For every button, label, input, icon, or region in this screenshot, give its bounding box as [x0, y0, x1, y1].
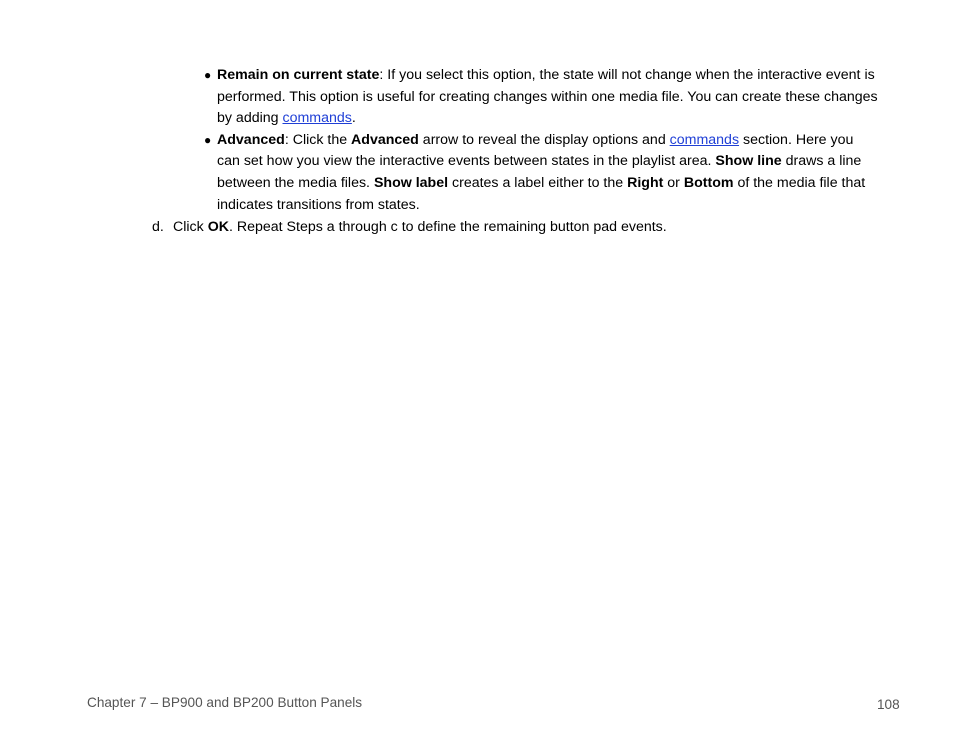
- bullet-text: : Click the: [284, 131, 352, 148]
- bold-right: Right: [627, 174, 664, 191]
- bullet-text: or: [663, 174, 684, 191]
- bullet-text: section. Here you can set how you view the interactive events between states in the playlist area.: [217, 131, 854, 170]
- term-advanced: Advanced: [217, 131, 285, 148]
- bold-ok: OK: [207, 219, 229, 235]
- bullet-text: draws a line between the media files.: [217, 153, 862, 191]
- bullet-text: arrow to reveal the display options and: [418, 131, 670, 148]
- bullet-text: .: [351, 110, 356, 127]
- bullet-text: of the media file that indicates transitions from states.: [217, 174, 866, 213]
- bold-show-label: Show label: [373, 174, 449, 191]
- bold-bottom: Bottom: [683, 174, 734, 191]
- step-text: Click: [173, 219, 208, 235]
- bold-advanced: Advanced: [351, 131, 419, 148]
- bold-show-line: Show line: [715, 153, 782, 170]
- bullet-text: creates a label either to the: [448, 174, 628, 191]
- bullet-remain-on-current-state: [204, 65, 879, 130]
- step-text: . Repeat Steps a through c to define the remaining button pad events.: [228, 219, 667, 235]
- option-bullet-list: [204, 65, 879, 216]
- bullet-advanced: [204, 130, 879, 216]
- commands-link[interactable]: commands: [669, 131, 740, 148]
- bullet-icon: ●: [204, 132, 212, 147]
- footer-chapter-title: Chapter 7 – BP900 and BP200 Button Panels: [87, 695, 363, 710]
- step-d: [152, 217, 667, 239]
- term-remain-on-current-state: Remain on current state: [217, 67, 380, 83]
- commands-link[interactable]: commands: [282, 110, 352, 127]
- bullet-icon: ●: [204, 68, 212, 82]
- footer-page-number: 108: [877, 697, 900, 712]
- bullet-text: : If you select this option, the state will not change when the interactive event is performed. This option is useful for creating changes within one media file. You can create these changes by adding: [217, 67, 878, 127]
- step-letter: d.: [152, 219, 164, 235]
